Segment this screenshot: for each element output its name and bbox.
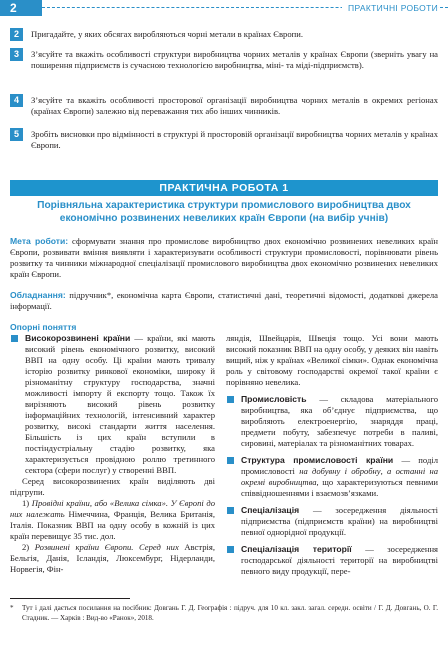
bullet-square-icon [227,457,234,464]
task-number: 4 [10,94,23,107]
goal-label: Мета роботи: [10,236,69,246]
page-header [0,0,448,16]
running-head: ПРАКТИЧНІ РОБОТИ [342,3,438,13]
footnote-marker: * [10,604,14,612]
italic-text: Провідні країни, або «Велика сімка». У Європі до них належать [10,498,215,519]
task-item [10,95,438,117]
paragraph-text: Австрія, Бельгія, Данія, Ісландія, Люксембург, Нідерланди, Норвегія, Фін- [10,542,215,574]
term-entry [226,394,438,449]
equipment-paragraph [10,290,438,312]
term-entry [226,544,438,577]
term-name: Спеціалізація території [241,544,352,554]
equipment-text: підручник*, економічна карта Європи, статистичні дані, теоретичні відомості, додаткові джерела інформації. [10,290,438,311]
bullet-square-icon [227,396,234,403]
term-definition: — зосередження господарської діяльності території на виробництві певного виду продукції, пере- [241,544,439,576]
work-title: Порівняльна характеристика структури промислового виробництва двох економічно розвинених невеликих країн Європи (на вибір учнів) [37,200,411,224]
task-text: Зробіть висновки про відмінності в структурі й просторовій організації виробництва чорних металів у країнах Європи. [31,129,438,150]
task-number: 3 [10,48,23,61]
term-name: Промисловість [241,394,307,404]
footnote-rule [10,598,130,599]
goal-text: сформувати знання про промислове виробництво двох економічно розвинених невеликих країн Європи, розвивати вміння виявляти і характеризувати особливості структури промисловості, порівнювати рівень розвитку та чинники міжнародної спеціалізації промислового виробництва двох економічно розвинених невеликих країн Європи. [10,236,438,279]
italic-text: а останні на окремі виробництва [241,466,439,487]
task-text: З’ясуйте та вкажіть особливості структури виробництва чорних металів у країнах Європи (зверніть увагу на поширення підприємств із сучасною технологією виробництва, міні- та міді-підприємств). [31,49,438,70]
list-number: 2) [22,542,35,552]
paragraph [10,498,215,542]
goal-paragraph [10,236,438,280]
page-number: 2 [0,0,42,16]
list-number: 1) [22,498,32,508]
term-name: Високорозвинені країни [25,333,131,343]
equipment-label: Обладнання: [10,290,66,300]
term-definition: — поділ промисловості [241,455,438,476]
footnote [10,603,438,623]
term-entry [226,505,438,538]
task-number: 5 [10,128,23,141]
bullet-square-icon [227,546,234,553]
footnote-text: Тут і далі дається посилання на посібник: Довгань Г. Д. Географія : підруч. для 10 кл. закл. загал. середн. освіти / Г. Д. Довгань, О. Г. Стадник. — Харків : Вид-во «Ранок», 2018. [22,604,438,622]
task-text: Пригадайте, у яких обсягах виробляються чорні метали в країнах Європи. [31,29,303,39]
paragraph: Серед високорозвинених країн виділяють дві підгрупи. [10,476,215,497]
term-name: Спеціалізація [241,505,300,515]
italic-text: Розвинені країни Європи. Серед них [34,542,179,552]
term-name: Структура промисловості країни [241,455,394,465]
section-banner: ПРАКТИЧНА РОБОТА 1 [10,180,438,196]
left-column [10,333,215,575]
term-definition: , [380,466,388,476]
paragraph [10,542,215,575]
task-text: З’ясуйте та вкажіть особливості просторової організації виробництва чорних металів в окремих регіонах (країнах Європи) залежно від переважання тих або інших чинників. [31,95,438,116]
term-definition: — складова матеріального виробництва, яка об’єднує підприємства, що виробляють електроенергію, знаряддя праці, предмети побуту, забезпечує потреби в паливі, сировині, матеріалах та різноманітних товарах. [241,394,438,448]
paragraph: ляндія, Швейцарія, Швеція тощо. Усі вони мають високий показник ВВП на одну особу, у деяких він навіть вищий, ніж у країнах «Великої сімки». Однак економічна роль у світовому господарстві окремої такої країни є порівняно невелика. [226,333,438,387]
term-entry [10,333,215,476]
task-number: 2 [10,28,23,41]
bullet-square-icon [11,335,18,342]
term-definition: — зосередження діяльності підприємства (підприємств країни) на виробництві певної однорідної продукції. [241,505,438,537]
task-item [10,29,438,41]
right-column [226,333,438,577]
italic-text: на добувну і обробну [299,466,381,476]
term-definition: , що характеризуються певними співвідношеннями і взаємозв’язками. [241,477,438,498]
bullet-square-icon [227,507,234,514]
term-entry [226,455,438,499]
concepts-heading: Опорні поняття [10,322,77,332]
task-item [10,129,438,151]
term-definition: — країни, які мають високий рівень економічного розвитку, високий ВВП на одну особу. Ці країни мають тривалу історію розвитку ринкової економіки, широку й різноманітну структуру господарства, значні можливості імпорту й експорту тощо. Також їх вирізняють високий рівень розвитку інформаційних технологій, інтенсивний характер розвитку, високі стандарти життя населення. Більшість із цих країн вступили в постіндустріальну стадію розвитку, яка характеризується провідною роллю третинного сектора (сфери послуг) у створенні ВВП. [25,333,215,475]
paragraph-text: Німеччина, Франція, Велика Британія, Італія. Показник ВВП на одну особу в кожній із цих країн перевищує 35 тис. дол. [10,509,215,541]
task-item [10,49,438,71]
